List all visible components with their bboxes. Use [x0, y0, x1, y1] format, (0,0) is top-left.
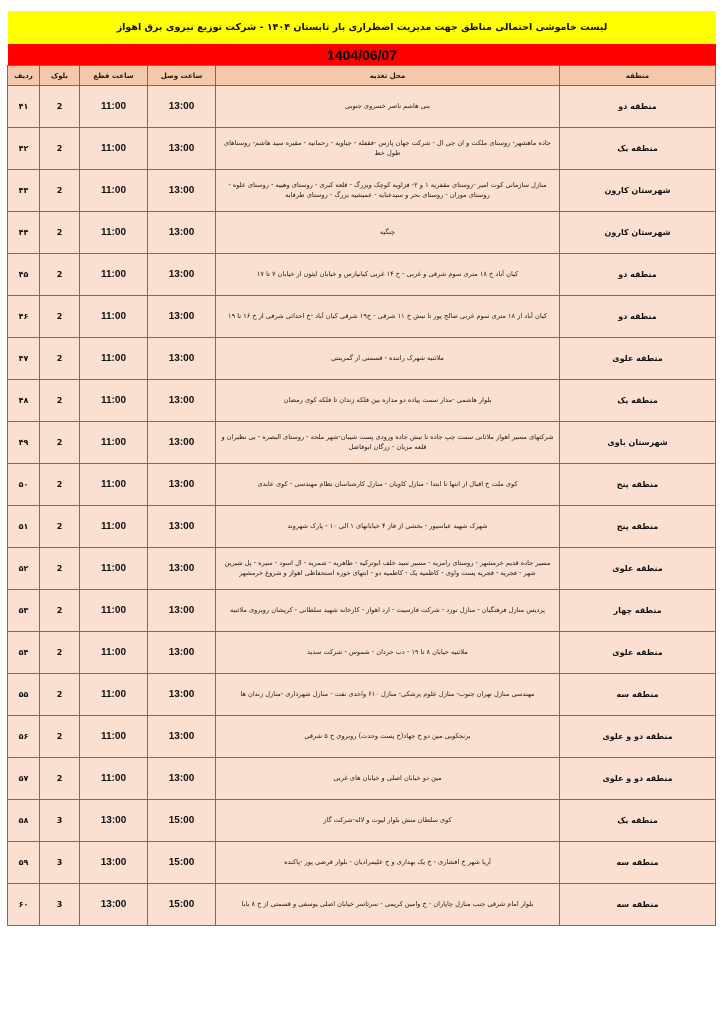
table-row [8, 884, 716, 926]
cell-radif: ۵۲ [8, 548, 40, 590]
cell-blok: 2 [40, 716, 80, 758]
cell-mahal-taghzieh: مهندسی منازل تهران جنوب- منازل علوم پزشکی- منازل ۶۱۰ واحدی نفت - منازل شهرداری -منازل زندان ها [216, 674, 560, 716]
cell-mantagheh: شهرستان کارون [560, 212, 716, 254]
table-header-row [8, 66, 716, 86]
cell-radif: ۴۴ [8, 212, 40, 254]
schedule-date: 1404/06/07 [326, 46, 398, 63]
document-date-bar [8, 44, 716, 65]
cell-blok: 2 [40, 86, 80, 128]
cell-saat-vasl: 13:00 [148, 590, 216, 632]
cell-saat-ghat: 11:00 [80, 254, 148, 296]
table-row [8, 716, 716, 758]
cell-mahal-taghzieh: چنگیه [216, 212, 560, 254]
cell-radif: ۵۶ [8, 716, 40, 758]
cell-mantagheh: منطقه سه [560, 884, 716, 926]
cell-mantagheh: منطقه دو [560, 254, 716, 296]
cell-mantagheh: منطقه یک [560, 380, 716, 422]
cell-radif: ۴۹ [8, 422, 40, 464]
cell-mantagheh: منطقه علوی [560, 338, 716, 380]
cell-blok: 2 [40, 506, 80, 548]
cell-saat-vasl: 13:00 [148, 758, 216, 800]
cell-saat-ghat: 11:00 [80, 758, 148, 800]
cell-mantagheh: منطقه چهار [560, 590, 716, 632]
cell-radif: ۵۵ [8, 674, 40, 716]
column-header-radif: ردیف [8, 66, 40, 86]
table-row [8, 800, 716, 842]
cell-saat-vasl: 15:00 [148, 800, 216, 842]
table-body [8, 86, 716, 926]
cell-mantagheh: شهرستان باوی [560, 422, 716, 464]
cell-saat-ghat: 11:00 [80, 422, 148, 464]
cell-mantagheh: منطقه دو و علوی [560, 716, 716, 758]
cell-radif: ۵۱ [8, 506, 40, 548]
column-header-mantagheh: منطقه [560, 66, 716, 86]
cell-blok: 2 [40, 422, 80, 464]
cell-saat-ghat: 11:00 [80, 170, 148, 212]
cell-saat-ghat: 11:00 [80, 212, 148, 254]
cell-mahal-taghzieh: برنجکوبی مین دو خ جهاد(خ پست وحدت) روبروی خ ۵ شرقی [216, 716, 560, 758]
table-row [8, 632, 716, 674]
document-title-bar [8, 11, 716, 44]
table-row [8, 464, 716, 506]
table-row [8, 254, 716, 296]
cell-radif: ۵۷ [8, 758, 40, 800]
cell-blok: 2 [40, 296, 80, 338]
cell-radif: ۵۴ [8, 632, 40, 674]
cell-radif: ۴۳ [8, 170, 40, 212]
cell-blok: 3 [40, 800, 80, 842]
cell-mahal-taghzieh: جاده ماهشهر- روستای ملکت و ان جی ال - شرکت جهان پارس -فقفله - جیاویه - رحمانیه - مقیره سید هاشم- روستاهای طول خط [216, 128, 560, 170]
cell-saat-vasl: 13:00 [148, 86, 216, 128]
column-header-blok: بلوک [40, 66, 80, 86]
cell-blok: 2 [40, 632, 80, 674]
cell-mahal-taghzieh: کیان آباد از ۱۸ متری سوم غربی صالح پور تا نبش خ ۱۱ شرقی - خ۱۹ شرقی کیان آباد -خ احداثی شرقی از خ ۱۶ تا ۱۹ [216, 296, 560, 338]
outage-schedule-table [7, 65, 716, 926]
cell-mantagheh: منطقه پنج [560, 506, 716, 548]
cell-blok: 2 [40, 590, 80, 632]
cell-mahal-taghzieh: کوی سلطان منش بلوار لیوت و لاله-شرکت گاز [216, 800, 560, 842]
cell-radif: ۵۳ [8, 590, 40, 632]
table-row [8, 170, 716, 212]
cell-saat-ghat: 11:00 [80, 296, 148, 338]
cell-saat-vasl: 13:00 [148, 296, 216, 338]
cell-mahal-taghzieh: مسیر جاده قدیم خرمشهر - روستای رامزیه - مسیر سید خلف ابوترکیه - طاهریه - شمریه - ال اسود - سیره - پل شیرین شهر - فجریه - فجریه پست واوی - کاظمیه یک - کاظمیه دو - انتهای حوزه استحفاظی اهواز و شروع خرمشهر [216, 548, 560, 590]
cell-radif: ۴۷ [8, 338, 40, 380]
cell-blok: 2 [40, 170, 80, 212]
column-header-saat-vasl: ساعت وصل [148, 66, 216, 86]
cell-saat-vasl: 13:00 [148, 380, 216, 422]
cell-mantagheh: منطقه علوی [560, 632, 716, 674]
cell-saat-ghat: 13:00 [80, 800, 148, 842]
cell-radif: ۶۰ [8, 884, 40, 926]
table-row [8, 86, 716, 128]
cell-mahal-taghzieh: بنی هاشم ناصر خسروی جنوبی [216, 86, 560, 128]
cell-saat-vasl: 13:00 [148, 128, 216, 170]
cell-mantagheh: منطقه یک [560, 800, 716, 842]
cell-saat-ghat: 11:00 [80, 380, 148, 422]
cell-mahal-taghzieh: منازل سازمانی کوت امیر -روستای مقفریه ۱ و ۲- فزاویه کوچک ویزرگ - قلعه کبری - روستای وهبیه - روستای علوه - روستای موران - روستای بحر و سیدعنایه - عمیشیه بزرگ - روستای طرفایه [216, 170, 560, 212]
cell-blok: 3 [40, 884, 80, 926]
table-row [8, 674, 716, 716]
cell-radif: ۴۵ [8, 254, 40, 296]
cell-saat-ghat: 11:00 [80, 590, 148, 632]
column-header-mahal-taghzieh: محل تغذیه [216, 66, 560, 86]
cell-saat-vasl: 13:00 [148, 548, 216, 590]
cell-blok: 2 [40, 128, 80, 170]
cell-radif: ۴۸ [8, 380, 40, 422]
cell-mantagheh: منطقه دو [560, 296, 716, 338]
cell-mantagheh: منطقه پنج [560, 464, 716, 506]
column-header-saat-ghat: ساعت قطع [80, 66, 148, 86]
cell-mahal-taghzieh: بلوار هاشمی -مدار سمت پیاده دو مداره بین فلکه زندان تا فلکه کوی رمضان [216, 380, 560, 422]
cell-saat-ghat: 11:00 [80, 548, 148, 590]
cell-saat-ghat: 13:00 [80, 884, 148, 926]
cell-saat-vasl: 13:00 [148, 632, 216, 674]
cell-blok: 2 [40, 548, 80, 590]
table-row [8, 590, 716, 632]
cell-radif: ۵۰ [8, 464, 40, 506]
cell-saat-vasl: 13:00 [148, 506, 216, 548]
cell-saat-vasl: 13:00 [148, 254, 216, 296]
cell-radif: ۴۶ [8, 296, 40, 338]
cell-saat-vasl: 15:00 [148, 884, 216, 926]
cell-mantagheh: منطقه علوی [560, 548, 716, 590]
cell-mantagheh: منطقه سه [560, 842, 716, 884]
cell-mahal-taghzieh: آریا شهر خ افشاری - خ یک بهداری و خ علیمرادیان - بلوار قرضی پور -پاکنده [216, 842, 560, 884]
cell-mahal-taghzieh: پردیس منازل فرهنگیان - منازل نورد - شرکت فارسیت - ارد اهواز - کارخانه شهید سلطانی - کریشان روبروی ملاثنیه [216, 590, 560, 632]
cell-saat-ghat: 11:00 [80, 632, 148, 674]
table-row [8, 842, 716, 884]
cell-mantagheh: منطقه دو و علوی [560, 758, 716, 800]
cell-saat-ghat: 11:00 [80, 338, 148, 380]
cell-mantagheh: منطقه یک [560, 128, 716, 170]
cell-radif: ۵۹ [8, 842, 40, 884]
cell-mantagheh: منطقه دو [560, 86, 716, 128]
cell-saat-vasl: 13:00 [148, 422, 216, 464]
cell-blok: 2 [40, 338, 80, 380]
table-row [8, 128, 716, 170]
cell-blok: 2 [40, 212, 80, 254]
cell-mahal-taghzieh: بلوار امام شرقی جنب منازل چاپاران - خ وامین کریمی - سرتاسر خیابان اصلی یوسفی و قسمتی از خ ۸ بابا [216, 884, 560, 926]
cell-radif: ۵۸ [8, 800, 40, 842]
cell-saat-ghat: 11:00 [80, 506, 148, 548]
cell-blok: 2 [40, 254, 80, 296]
cell-mahal-taghzieh: کیان آباد خ ۱۸ متری سوم شرقی و غربی - خ ۱۴ غربی کیانپارس و خیابان ایثون از خیابان ۷ تا ۱۷ [216, 254, 560, 296]
cell-saat-vasl: 13:00 [148, 674, 216, 716]
table-row [8, 548, 716, 590]
cell-blok: 2 [40, 380, 80, 422]
table-row [8, 338, 716, 380]
table-row [8, 506, 716, 548]
cell-blok: 2 [40, 758, 80, 800]
cell-saat-vasl: 13:00 [148, 212, 216, 254]
cell-mahal-taghzieh: مین دو خیابان اصلی و خیابان های غربی [216, 758, 560, 800]
table-row [8, 296, 716, 338]
table-header [8, 66, 716, 86]
cell-saat-vasl: 13:00 [148, 464, 216, 506]
cell-mahal-taghzieh: شرکتهای مسیر اهواز ملاثانی سمت چپ جاده تا نبش جاده ورودی پست شیبان-شهر ملحه - روستای البصره - بی نظیران و قلعه مزبان - زرگان ابوفاضل [216, 422, 560, 464]
cell-mahal-taghzieh: شهرک شهید عباسپور - بخشی از فاز ۴ خیابانهای ۱ الی ۱۰ - پارک شهروند [216, 506, 560, 548]
cell-mahal-taghzieh: ملاثنیه خیابان ۸ تا ۱۹ - دب حردان - شموس - شرکت سدید [216, 632, 560, 674]
cell-radif: ۴۲ [8, 128, 40, 170]
table-row [8, 212, 716, 254]
cell-blok: 2 [40, 674, 80, 716]
cell-radif: ۴۱ [8, 86, 40, 128]
cell-saat-vasl: 13:00 [148, 716, 216, 758]
page-title: لیست خاموشی احتمالی مناطق جهت مدیریت اضطراری بار تابستان ۱۴۰۴ - شرکت توزیع نیروی برق اهواز [116, 21, 608, 33]
table-row [8, 758, 716, 800]
cell-saat-ghat: 11:00 [80, 464, 148, 506]
cell-mantagheh: شهرستان کارون [560, 170, 716, 212]
cell-mahal-taghzieh: کوی ملت خ اقبال از انتها تا ابتدا - منازل کاویان - منازل کارشناسان نظام مهندسی - کوی عابدی [216, 464, 560, 506]
cell-saat-ghat: 11:00 [80, 128, 148, 170]
cell-saat-vasl: 15:00 [148, 842, 216, 884]
cell-blok: 2 [40, 464, 80, 506]
cell-mantagheh: منطقه سه [560, 674, 716, 716]
table-row [8, 380, 716, 422]
cell-saat-vasl: 13:00 [148, 170, 216, 212]
cell-saat-ghat: 13:00 [80, 842, 148, 884]
cell-saat-ghat: 11:00 [80, 86, 148, 128]
table-row [8, 422, 716, 464]
cell-blok: 3 [40, 842, 80, 884]
cell-saat-ghat: 11:00 [80, 674, 148, 716]
cell-saat-ghat: 11:00 [80, 716, 148, 758]
cell-saat-vasl: 13:00 [148, 338, 216, 380]
cell-mahal-taghzieh: ملاثنیه شهرک راننده - قسمتی از گمرینتی [216, 338, 560, 380]
